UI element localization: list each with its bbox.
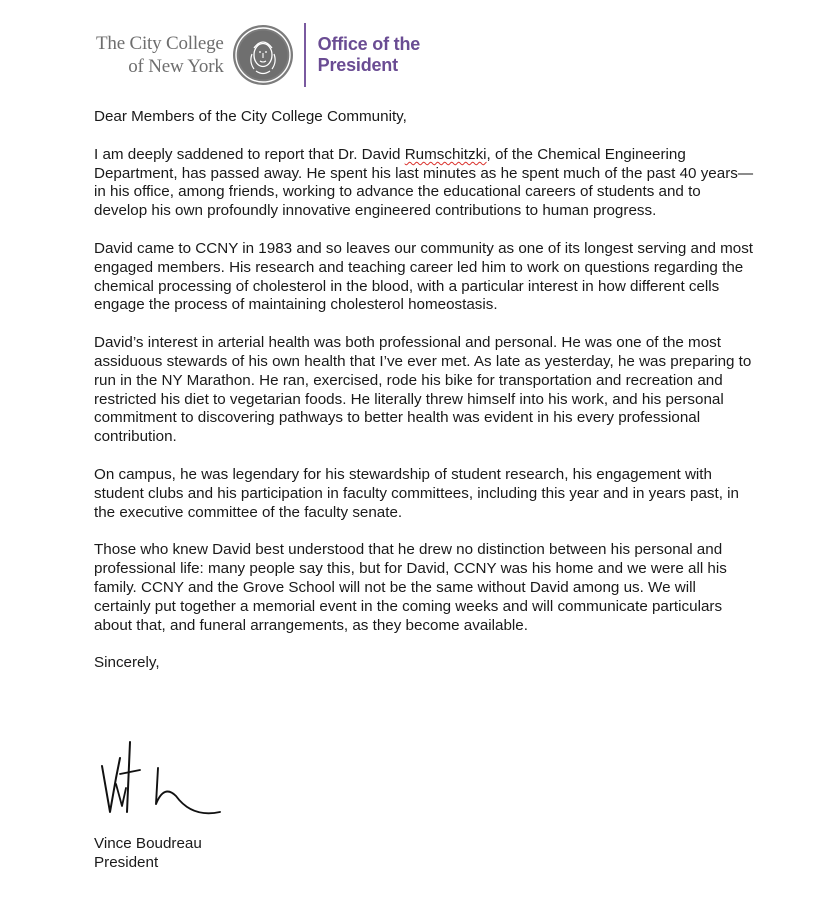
letterhead-divider: [304, 23, 306, 87]
office-name-line1: Office of the: [317, 34, 421, 54]
college-name-line1: The City College: [96, 33, 224, 54]
signer-name: Vince Boudreau: [94, 835, 202, 852]
paragraph-4: On campus, he was legendary for his stewardship of student research, his engagement with student clubs and his participation in faculty committees, including this year and in years past, in the executive committee of the faculty senate.: [94, 465, 739, 521]
office-name-line2: President: [317, 55, 398, 75]
signer-title: President: [94, 854, 159, 871]
closing: Sincerely,: [94, 654, 160, 672]
letter-body: [94, 108, 754, 673]
paragraph-3: David’s interest in arterial health was both professional and personal. He was one of the most assiduous stewards of his own health that I’ve ever met. As late as yesterday, he was preparing to run in the NY Marathon. He ran, exercised, rode his bike for transportation and recreation and restricted his diet to vegetarian foods. He literally threw himself into his work, and his personal commitment to discovering pathways to better health was evident in his every professional contribution.: [94, 334, 752, 446]
letterhead: [96, 24, 420, 86]
paragraph-1: [94, 146, 754, 221]
paragraph-1-end: , of the Chemical Engineering Department, has passed away. He spent his last minutes as he spent much of the past 40 years—in his office, among friends, working to advance the educational careers of students and to develop his own profoundly innovative engineered contributions to human progress.: [94, 145, 754, 220]
handwritten-signature: [96, 738, 224, 822]
paragraph-2: David came to CCNY in 1983 and so leaves our community as one of its longest serving and most engaged members. His research and teaching career led him to work on questions regarding the chemical processing of cholesterol in the blood, with a particular interest in how different cells engage the process of maintaining cholesterol homeostasis.: [94, 239, 754, 314]
signer-block: [94, 834, 202, 872]
office-name: [318, 34, 420, 76]
college-seal-icon: [232, 24, 294, 86]
salutation: Dear Members of the City College Community,: [94, 108, 407, 125]
college-name: [96, 32, 224, 78]
deceased-name: Rumschitzki: [404, 145, 487, 163]
paragraph-5: Those who knew David best understood that he drew no distinction between his personal and professional life: many people say this, but for David, CCNY was his home and we were all his family. CCNY and the Grove School will not be the same without David among us. We will certainly put together a memorial event in the coming weeks and will communicate particulars about that, and funeral arrangements, as they become available.: [94, 541, 727, 634]
paragraph-1-start: I am deeply saddened to report that Dr. David: [94, 145, 405, 163]
college-name-line2: of New York: [128, 56, 224, 77]
